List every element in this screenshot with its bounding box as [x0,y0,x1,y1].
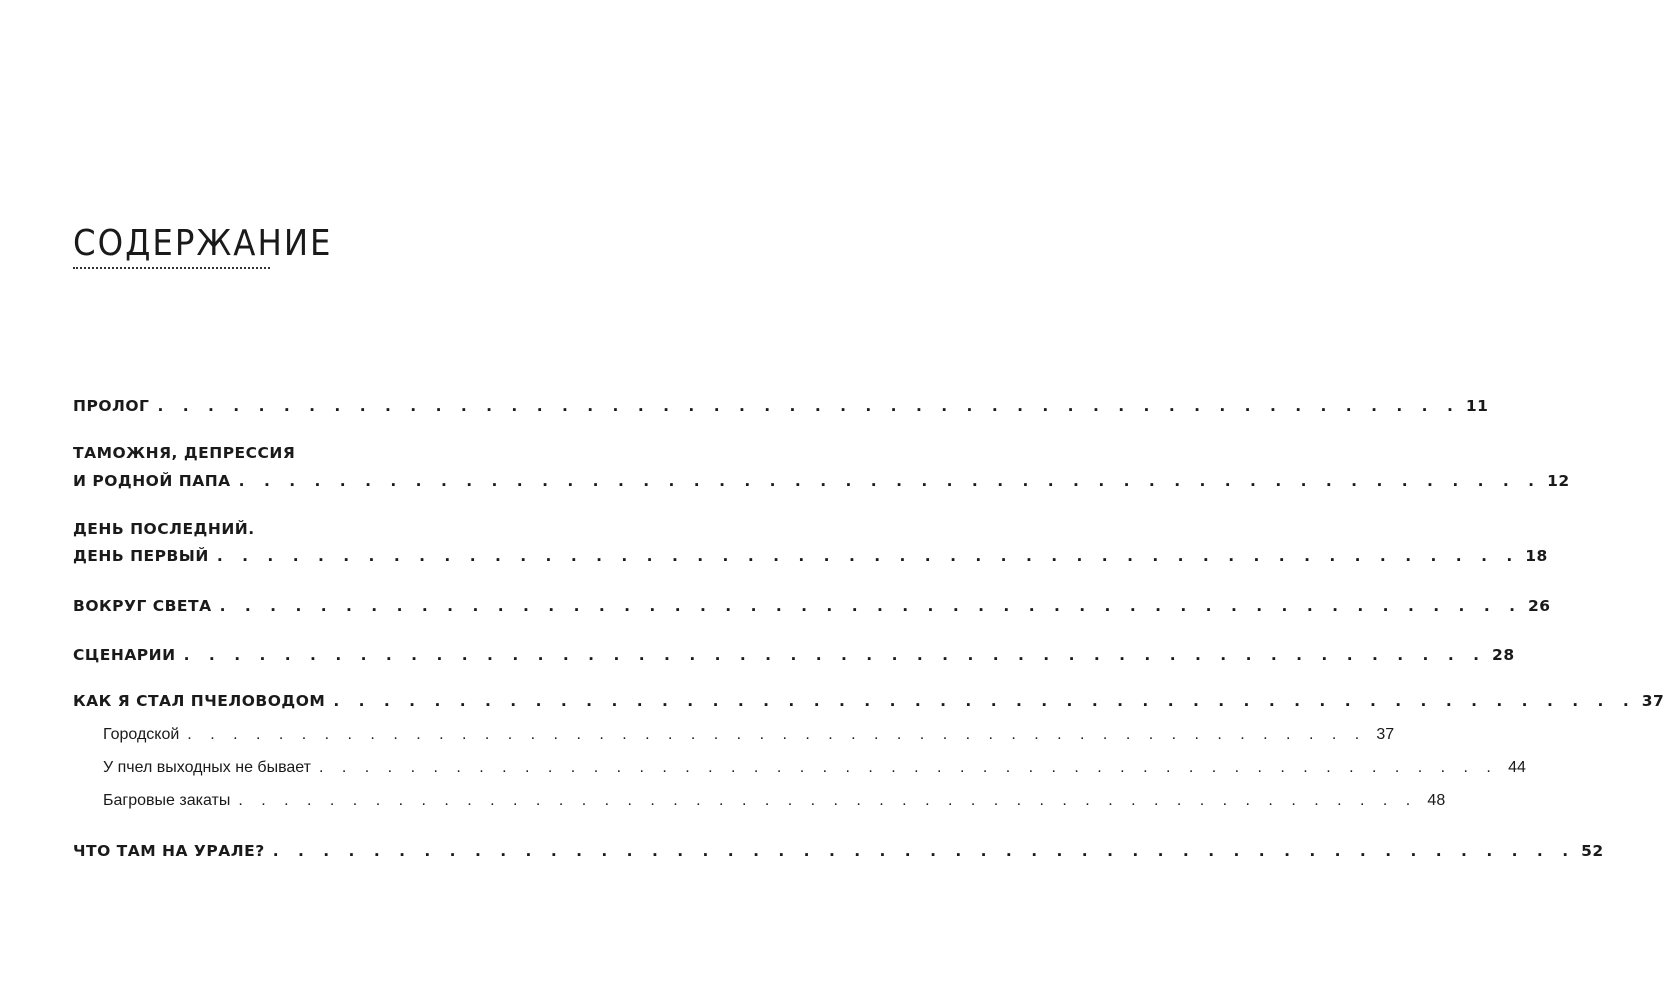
dot-leader: . . . . . . . . . . . . . . . . . . . . . . . . . . . . . . . . . . . . . . . . . . . . . . . . . . . . [272,842,1576,860]
toc-subentry-no-weekends[interactable] [103,757,1526,779]
toc-entry-label: ВОКРУГ СВЕТА [73,597,212,615]
toc-entry-urals[interactable] [73,840,1604,862]
toc-subentry-label: Городской [103,726,180,743]
toc-entry-label: КАК Я СТАЛ ПЧЕЛОВОДОМ [73,692,326,710]
toc-page-number: 52 [1581,842,1604,860]
toc-entry-label: ДЕНЬ ПЕРВЫЙ [73,547,209,565]
toc-entry-label: СЦЕНАРИИ [73,646,176,664]
page-title: СОДЕРЖАНИЕ [73,223,333,264]
toc-entry-beekeeper[interactable] [73,690,1664,712]
toc-entry-label: ПРОЛОГ [73,397,150,415]
dot-leader: . . . . . . . . . . . . . . . . . . . . . . . . . . . . . . . . . . . . . . . . . . . . . . . . . . . . [319,759,1498,776]
toc-page-number: 18 [1525,547,1548,565]
toc-subentry-label: У пчел выходных не бывает [103,759,311,776]
toc-page-number: 26 [1528,597,1551,615]
toc-entry-label: ЧТО ТАМ НА УРАЛЕ? [73,842,265,860]
toc-page-number: 11 [1465,397,1489,415]
toc-entry-around-world[interactable] [73,595,1551,617]
title-dotted-underline [73,267,270,269]
toc-subentry-crimson-sunsets[interactable] [103,790,1446,812]
dot-leader: . . . . . . . . . . . . . . . . . . . . . . . . . . . . . . . . . . . . . . . . . . . . . . . . . . . . [219,597,1522,615]
toc-entry-line1: ТАМОЖНЯ, ДЕПРЕССИЯ [73,444,296,462]
toc-page-number: 37 [1376,726,1395,743]
toc-page-number: 37 [1641,692,1664,710]
toc-subentry-urban[interactable] [103,724,1395,746]
toc-page-number: 48 [1427,792,1446,809]
dot-leader: . . . . . . . . . . . . . . . . . . . . . . . . . . . . . . . . . . . . . . . . . . . . . . . . . . . . [238,472,1542,490]
toc-entry-line1: ДЕНЬ ПОСЛЕДНИЙ. [73,520,255,538]
dot-leader: . . . . . . . . . . . . . . . . . . . . . . . . . . . . . . . . . . . . . . . . . . . . . . . . . . . . [187,726,1367,743]
toc-entry-last-day[interactable] [73,545,1548,567]
toc-page-number: 12 [1547,472,1570,490]
toc-entry-label: И РОДНОЙ ПАПА [73,472,231,490]
dot-leader: . . . . . . . . . . . . . . . . . . . . . . . . . . . . . . . . . . . . . . . . . . . . . . . . . . . . [238,792,1418,809]
toc-page-number: 28 [1492,646,1515,664]
dot-leader: . . . . . . . . . . . . . . . . . . . . . . . . . . . . . . . . . . . . . . . . . . . . . . . . . . . . [157,397,1460,415]
dot-leader: . . . . . . . . . . . . . . . . . . . . . . . . . . . . . . . . . . . . . . . . . . . . . . . . . . . . [216,547,1520,565]
dot-leader: . . . . . . . . . . . . . . . . . . . . . . . . . . . . . . . . . . . . . . . . . . . . . . . . . . . . [183,646,1487,664]
toc-entry-customs[interactable] [73,470,1570,492]
toc-entry-prologue[interactable] [73,395,1489,417]
toc-page-number: 44 [1508,759,1526,776]
toc-entry-scenarios[interactable] [73,644,1515,666]
dot-leader: . . . . . . . . . . . . . . . . . . . . . . . . . . . . . . . . . . . . . . . . . . . . . . . . . . . . [333,692,1636,710]
toc-subentry-label: Багровые закаты [103,792,231,809]
